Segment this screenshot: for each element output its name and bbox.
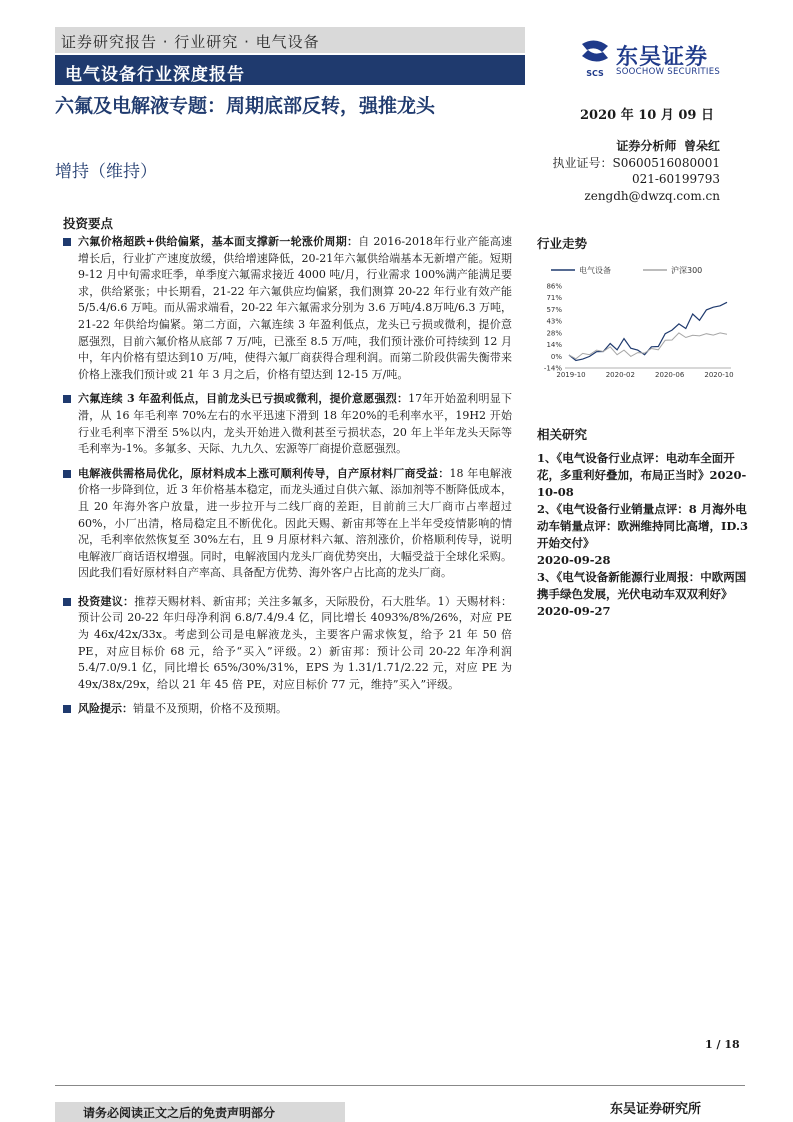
report-type: 电气设备行业深度报告 — [65, 65, 245, 85]
y-tick-label: 14% — [546, 341, 562, 350]
analyst-block — [553, 138, 720, 204]
point-text: 销量不及预期，价格不及预期。 — [133, 702, 287, 716]
point-item — [60, 391, 512, 457]
report-category: 证券研究报告 · 行业研究 · 电气设备 — [61, 33, 320, 51]
point-item — [60, 701, 512, 718]
y-tick-label: 57% — [546, 305, 562, 314]
invest-points-heading: 投资要点 — [63, 216, 114, 231]
related-title[interactable]: 2、《电气设备行业销量点评：8 月海外电动车销量点评：欧洲维持同比高增，ID.3 开始交付》 — [537, 502, 748, 550]
related-research — [537, 450, 752, 620]
disclaimer-bar — [55, 1102, 345, 1122]
logo-abbr: SCS — [586, 69, 604, 78]
analyst-role: 证券分析师 — [616, 139, 677, 153]
point-lead: 投资建议： — [78, 594, 135, 608]
related-date: 2020-09-28 — [537, 553, 611, 567]
disclaimer: 请务必阅读正文之后的免责声明部分 — [83, 1106, 276, 1120]
footer-divider — [55, 1085, 745, 1086]
point-item — [60, 466, 512, 582]
y-tick-label: 43% — [546, 317, 562, 326]
series-line-electrical-equipment — [569, 302, 727, 360]
related-title[interactable]: 3、《电气设备新能源行业周报：中欧两国携手绿色发展，光伏电动车双双利好》 — [537, 570, 747, 601]
point-text: 17年开始盈利明显下滑，从 16 年毛利率 70%左右的水平迅速下滑到 18 年20%的毛利率水平，19H2 开始行业毛利率下滑至 5%以内，龙头开始进入微利甚至亏损状态，20 年上半年龙头天际等毛利率为-1%。多氟多、天际、九九久、宏源等厂商提价意愿强烈。 — [78, 392, 512, 456]
logo-mark-icon — [578, 38, 612, 80]
analyst-email[interactable]: zengdh@dwzq.com.cn — [584, 188, 720, 203]
related-item[interactable] — [537, 450, 752, 501]
point-lead: 电解液供需格局优化，原材料成本上涨可顺利传导，自产原材料厂商受益： — [78, 466, 450, 480]
report-date: 2020 年 10 月 09 日 — [580, 108, 714, 123]
report-type-bar — [55, 55, 525, 85]
analyst-phone: 021-60199793 — [631, 172, 720, 186]
y-tick-label: 0% — [550, 352, 562, 361]
related-item[interactable] — [537, 501, 752, 569]
related-heading: 相关研究 — [537, 427, 588, 442]
company-logo — [578, 38, 743, 80]
report-title: 六氟及电解液专题：周期底部反转，强推龙头 — [55, 95, 436, 117]
page-number: 1 / 18 — [705, 1038, 740, 1051]
y-tick-label: 86% — [546, 282, 562, 291]
y-tick-label: 71% — [546, 294, 562, 303]
bullet-square-icon — [63, 395, 71, 403]
bullet-square-icon — [63, 238, 71, 246]
point-text: 自 2016-2018年行业产能高速增长后，行业扩产速度放缓，供给增速降低，20-21年六氟供给端基本无新增产能。短期 9-12 月中旬需求旺季，单季度六氟需求接近 4000 吨/月，行业需求 100%满产能满足要求，供给紧张；中长期看，21-22 年六氟供应均偏紧，我们测算 20-22 年行业有效产能5/5.4/6.6 万吨。而从需求端看，20-22 年六氟需求分别为 3.6 万吨/4.8万吨/6.3 万吨，21-22 年供给均偏紧。第二方面，六氟连续 3 年盈利低点，龙头已亏损或微利，提价意愿强烈，目前六氟价格从底部 7 万/吨，已涨至 8.5 万/吨，我们预计涨价可持续到 12 月中，年内价格有望达到10 万/吨，使得六氟厂商获得合理利润。而第二阶段供需失衡带来价格上涨我们预计或 21 年 3 月之后，价格有望达到 12-15 万/吨。 — [78, 235, 513, 381]
bullet-square-icon — [63, 705, 71, 713]
x-tick-label: 2019-10 — [556, 371, 586, 379]
related-item[interactable] — [537, 569, 752, 620]
point-text: 推荐天赐材料、新宙邦；关注多氟多，天际股份，石大胜华。1）天赐材料：预计公司 20-22 年归母净利润 6.8/7.4/9.4 亿，同比增长 4093%/8%/26%，对应 PE 为 46x/42x/33x。考虑到公司是电解液龙头，主要客户需求恢复，给予 21 年 50 倍 PE，对应目标价 68 元，给予“买入”评级。2）新宙邦：预计公司 20-22 年净利润 5.4/7.0/9.1 亿，同比增长 65%/30%/31%，EPS 为 1.31/1.71/2.22 元，对应 PE 为49x/38x/29x，给以 21 年 45 倍 PE，对应目标价 77 元，维持”买入”评级。 — [78, 594, 512, 691]
related-date: 2020-10-08 — [537, 468, 747, 499]
footer-org: 东吴证券研究所 — [610, 1102, 702, 1117]
logo-en: SOOCHOW SECURITIES — [616, 67, 721, 77]
point-lead: 六氟连续 3 年盈利低点，目前龙头已亏损或微利，提价意愿强烈： — [78, 392, 409, 406]
x-tick-label: 2020-10 — [704, 371, 734, 379]
related-date: 2020-09-27 — [537, 604, 611, 618]
analyst-license: 执业证号：S0600516080001 — [552, 155, 720, 170]
invest-points — [60, 234, 512, 724]
related-title[interactable]: 1、《电气设备行业点评：电动车全面开花，多重利好叠加，布局正当时》 — [537, 451, 735, 482]
analyst-name: 曾朵红 — [683, 139, 720, 153]
bullet-square-icon — [63, 470, 71, 478]
point-lead: 六氟价格超跌+供给偏紧，基本面支撑新一轮涨价周期： — [78, 235, 359, 248]
point-text: 18 年电解液价格一步降到位，近 3 年价格基本稳定，而龙头通过自供六氟、添加剂等不断降低成本，且 20 年海外客户放量，进一步拉开与二线厂商的差距，目前前三大厂商市占率超过 60%，小厂出清，格局稳定且不断优化。因此天赐、新宙邦等在上半年受疫情影响的情况，毛利率依然恢复至 30%左右，且 9 月原材料六氟、溶剂涨价，价格顺利传导，说明电解液厂商话语权增强。同时，电解液国内龙头厂商优势突出，大幅受益于全球化采购。因此我们看好原材料自产率高、具备配方优势、海外客户占比高的龙头厂商。 — [78, 466, 513, 580]
rating: 增持（维持） — [55, 162, 157, 182]
legend-label: 沪深300 — [671, 266, 703, 275]
y-tick-label: -14% — [543, 364, 562, 373]
y-tick-label: 28% — [546, 329, 562, 338]
bullet-square-icon — [63, 598, 71, 606]
x-tick-label: 2020-06 — [655, 371, 685, 379]
point-item — [60, 594, 512, 694]
point-item — [60, 234, 512, 383]
report-category-bar — [55, 27, 525, 53]
x-tick-label: 2020-02 — [605, 371, 635, 379]
trend-heading: 行业走势 — [537, 236, 588, 251]
point-lead: 风险提示： — [78, 702, 133, 716]
industry-trend-chart — [537, 256, 737, 386]
legend-label: 电气设备 — [579, 266, 611, 275]
logo-cn: 东吴证券 — [616, 45, 709, 70]
